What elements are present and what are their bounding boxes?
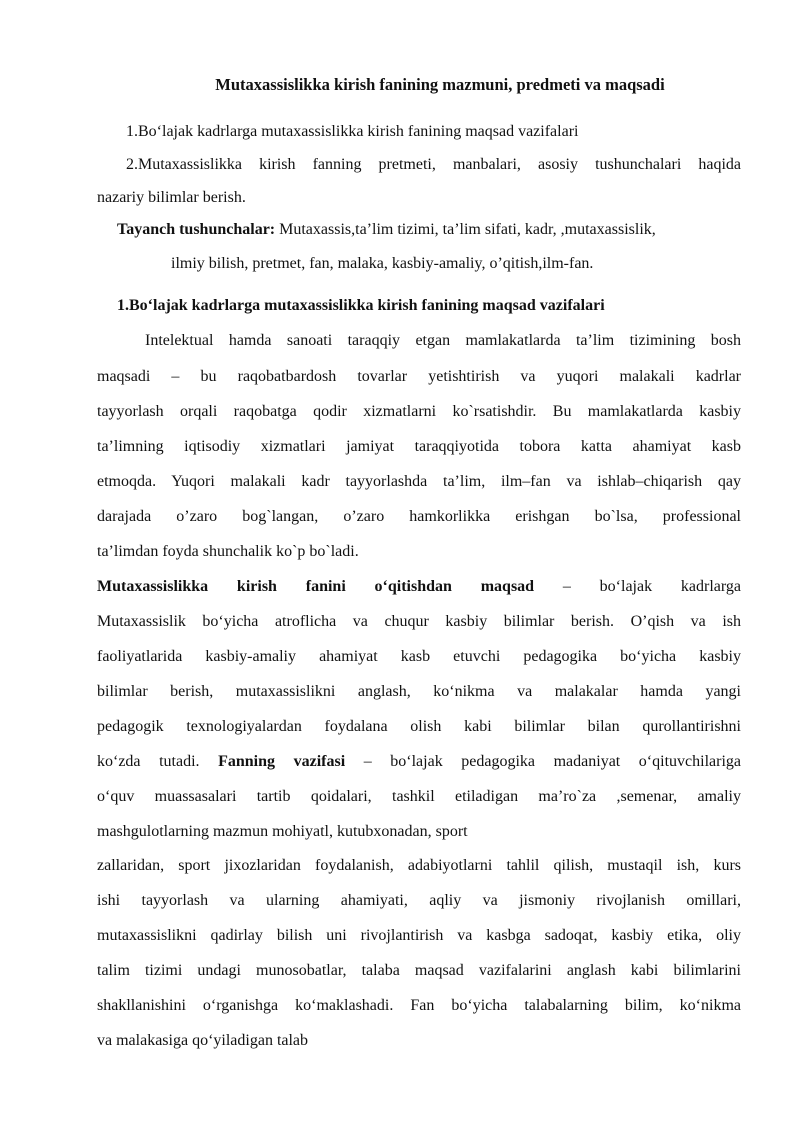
paragraph-line: tayyorlash orqali raqobatga qodir xizmatlarni ko`rsatishdir. Bu mamlakatlarda kasbiy <box>97 403 741 420</box>
goal-label: Mutaxassislikka kirish fanini o‘qitishdan maqsad <box>97 578 535 595</box>
key-terms-line-2: ilmiy bilish, pretmet, fan, malaka, kasbiy-amaliy, o’qitish,ilm-fan. <box>171 255 594 272</box>
goal-line <box>97 577 741 597</box>
paragraph-line: bilimlar berish, mutaxassislikni anglash, ko‘nikma va malakalar hamda yangi <box>97 683 741 700</box>
paragraph-line: ta’limdan foyda shunchalik ko`p bo`ladi. <box>97 543 359 560</box>
task-prefix: ko‘zda tutadi. <box>97 753 219 770</box>
paragraph-line: va malakasiga qo‘yiladigan talab <box>97 1032 309 1049</box>
plan-item-2-line-2: nazariy bilimlar berish. <box>97 189 246 206</box>
task-text: – bo‘lajak pedagogika madaniyat o‘qituvchilariga <box>345 753 741 770</box>
paragraph-line: o‘quv muassasalari tartib qoidalari, tashkil etiladigan ma’ro`za ,semenar, amaliy <box>97 788 741 805</box>
paragraph-line: ta’limning iqtisodiy xizmatlari jamiyat taraqqiyotida tobora katta ahamiyat kasb <box>97 438 741 455</box>
key-terms-text-1: Mutaxassis,ta’lim tizimi, ta’lim sifati, kadr, ,mutaxassislik, <box>275 221 656 238</box>
paragraph-line: pedagogik texnologiyalardan foydalana olish kabi bilimlar bilan qurollantirishni <box>97 718 741 735</box>
plan-item-2-line-1: 2.Mutaxassislikka kirish fanning pretmeti, manbalari, asosiy tushunchalari haqida <box>126 156 741 173</box>
plan-item-1: 1.Bo‘lajak kadrlarga mutaxassislikka kirish fanining maqsad vazifalari <box>126 123 579 140</box>
paragraph-line: talim tizimi undagi munosobatlar, talaba maqsad vazifalarini anglash kabi bilimlarini <box>97 962 741 979</box>
task-line <box>97 752 741 772</box>
paragraph-line: Mutaxassislik bo‘yicha atroflicha va chuqur kasbiy bilimlar berish. O’qish va ish <box>97 613 741 630</box>
page-title: Mutaxassislikka kirish fanining mazmuni, predmeti va maqsadi <box>215 75 665 94</box>
task-label: Fanning vazifasi <box>218 753 346 770</box>
goal-text: – bo‘lajak kadrlarga <box>534 578 742 595</box>
paragraph-line: maqsadi – bu raqobatbardosh tovarlar yetishtirish va yuqori malakali kadrlar <box>97 368 741 385</box>
paragraph-line: darajada o’zaro bog`langan, o’zaro hamkorlikka erishgan bo`lsa, professional <box>97 508 741 525</box>
paragraph-line: ishi tayyorlash va ularning ahamiyati, aqliy va jismoniy rivojlanish omillari, <box>97 892 741 909</box>
paragraph-line: shakllanishini o‘rganishga ko‘maklashadi. Fan bo‘yicha talabalarning bilim, ko‘nikma <box>97 997 741 1014</box>
paragraph-line: mutaxassislikni qadirlay bilish uni rivojlantirish va kasbga sadoqat, kasbiy etika, oliy <box>97 927 741 944</box>
paragraph-line: Intelektual hamda sanoati taraqqiy etgan mamlakatlarda ta’lim tizimining bosh <box>145 332 741 349</box>
paragraph-line: etmoqda. Yuqori malakali kadr tayyorlashda ta’lim, ilm–fan va ishlab–chiqarish qay <box>97 473 741 490</box>
key-terms-label: Tayanch tushunchalar: <box>117 221 276 238</box>
paragraph-line: zallaridan, sport jixozlaridan foydalanish, adabiyotlarni tahlil qilish, mustaqil ish, kurs <box>97 857 741 874</box>
paragraph-line: mashgulotlarning mazmun mohiyatl, kutubxonadan, sport <box>97 823 468 840</box>
key-terms-line-1 <box>117 220 656 240</box>
paragraph-line: faoliyatlarida kasbiy-amaliy ahamiyat kasb etuvchi pedagogika bo‘yicha kasbiy <box>97 648 741 665</box>
section-heading: 1.Bo‘lajak kadrlarga mutaxassislikka kirish fanining maqsad vazifalari <box>117 297 605 314</box>
